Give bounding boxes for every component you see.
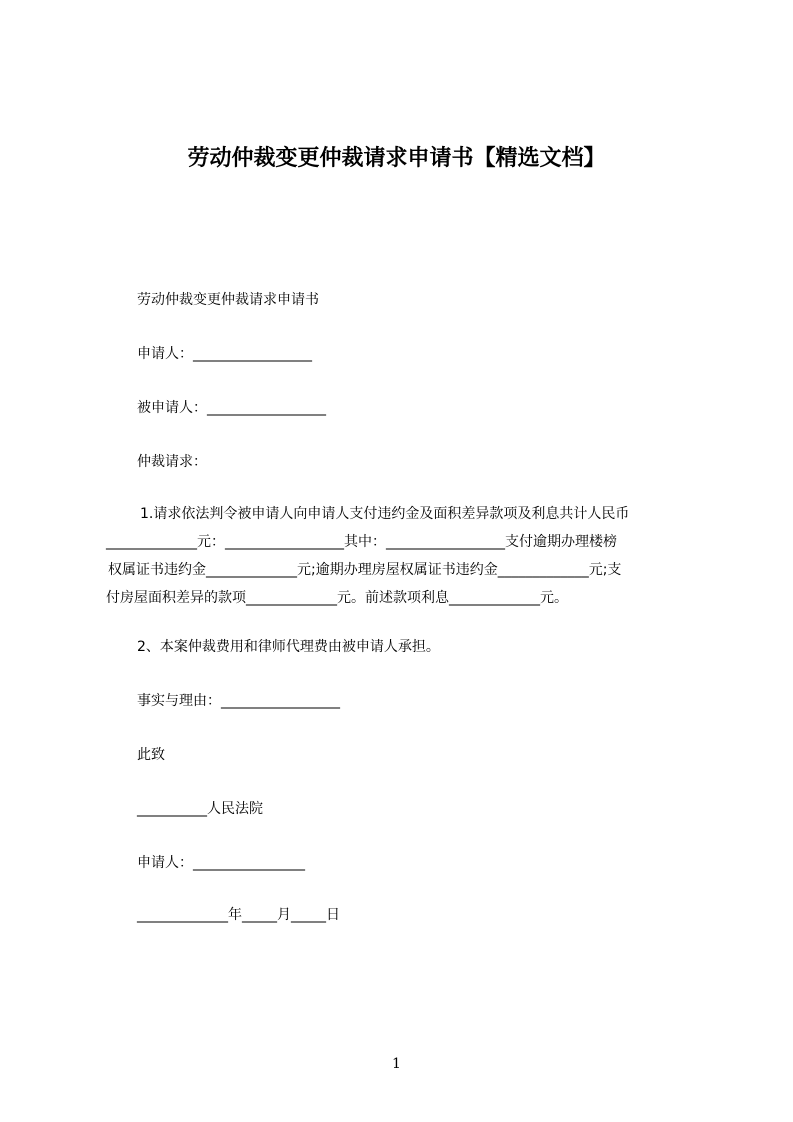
document-title: 劳动仲裁变更仲裁请求申请书【精选文档】	[187, 146, 606, 171]
claim-1-line-1: 1.请求依法判令被申请人向申请人支付违约金及面积差异款项及利息共计人民币	[140, 506, 630, 522]
claim-1-paragraph	[106, 500, 701, 612]
signature-field: 申请人：________________	[137, 855, 305, 871]
page-number: 1	[392, 1056, 401, 1072]
claim-1-line-3: 权属证书违约金_____________元;逾期办理房屋权属证书违约金_____________元;支	[108, 562, 622, 578]
claim-1-line-4: 付房屋面积差异的款项_____________元。前述款项利息_____________元。	[106, 590, 568, 606]
salutation: 此致	[137, 747, 165, 763]
subtitle: 劳动仲裁变更仲裁请求申请书	[137, 292, 319, 308]
respondent-field: 被申请人：_________________	[137, 400, 326, 416]
facts-field: 事实与理由：_________________	[137, 693, 340, 709]
claim-1-line-2: _____________元：_________________其中：_________________支付逾期办理楼榜	[106, 534, 617, 550]
applicant-field: 申请人：_________________	[137, 346, 312, 362]
claim-2-paragraph: 2、本案仲裁费用和律师代理费由被申请人承担。	[137, 639, 440, 655]
claims-heading: 仲裁请求：	[137, 454, 207, 470]
court-field: __________人民法院	[137, 801, 263, 817]
date-field: _____________年_____月_____日	[137, 907, 340, 923]
